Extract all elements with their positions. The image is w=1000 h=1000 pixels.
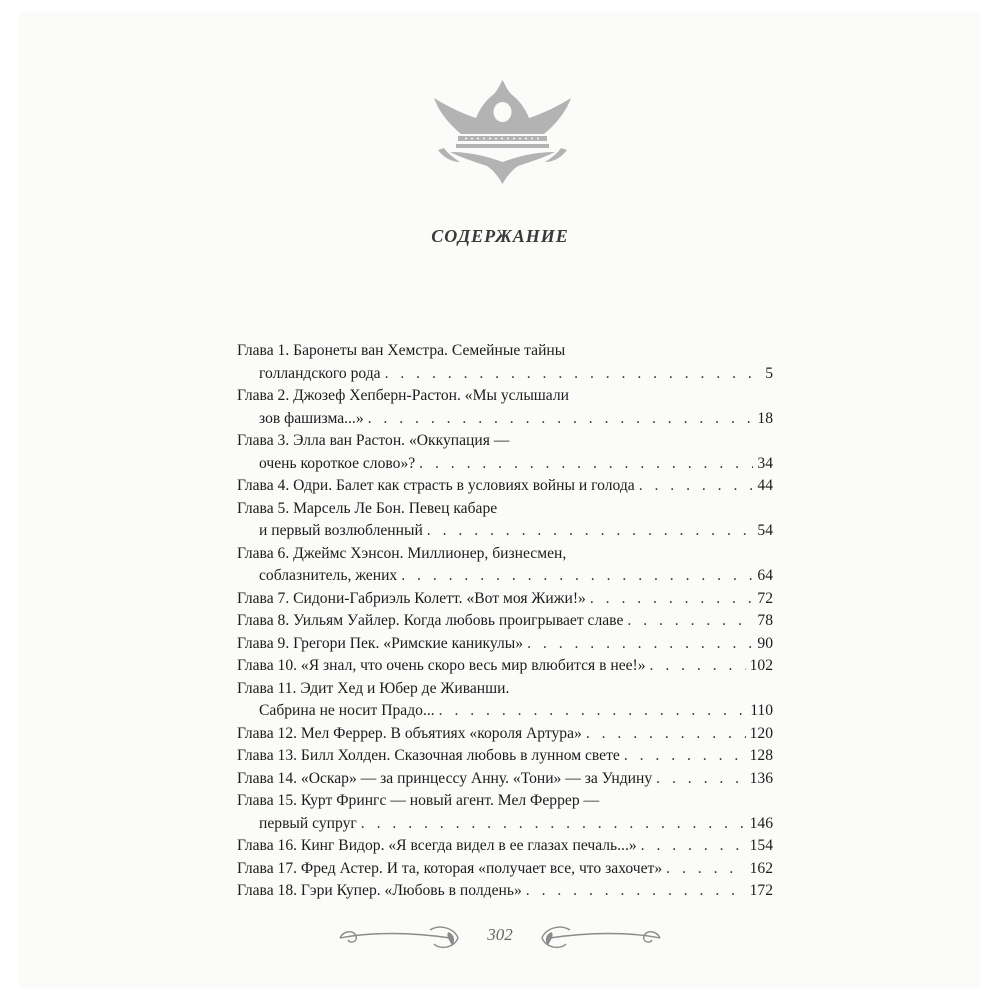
toc-page-number: 162 — [749, 859, 773, 877]
toc-line — [237, 610, 773, 633]
toc-entry-text: Глава 15. Курт Фрингс — новый агент. Мел Феррер — — [237, 792, 600, 809]
toc-dot-leader — [439, 700, 747, 723]
page-number: 302 — [487, 925, 513, 944]
toc-page-number: 18 — [757, 409, 773, 427]
toc-page-number: 120 — [749, 724, 773, 742]
toc-entry-text: Глава 6. Джеймс Хэнсон. Миллионер, бизнесмен, — [237, 544, 567, 562]
toc-page-number: 64 — [757, 567, 773, 584]
toc-entry-text: Глава 13. Билл Холден. Сказочная любовь в лунном свете — [237, 747, 620, 764]
toc-page-number: 154 — [749, 837, 773, 854]
toc-entry-text: Глава 2. Джозеф Хепберн-Растон. «Мы услышали — [237, 387, 569, 404]
toc-line — [237, 633, 773, 656]
toc-dot-leader — [385, 363, 762, 386]
toc-line — [237, 835, 773, 858]
toc-entry-text: Глава 10. «Я знал, что очень скоро весь мир влюбится в нее!» — [237, 657, 646, 674]
toc-page-number: 110 — [750, 702, 773, 719]
toc-entry-text: Глава 14. «Оскар» — за принцессу Анну. «Тони» — за Ундину — [237, 769, 653, 787]
toc-line — [237, 430, 773, 453]
toc-entry-text: Глава 17. Фред Астер. И та, которая «получает все, что захочет» — [237, 859, 663, 877]
toc-page-number: 34 — [757, 454, 773, 472]
toc-line — [237, 363, 773, 386]
toc-page-number: 136 — [749, 769, 773, 787]
toc-entry-text: очень короткое слово»? — [259, 454, 416, 472]
toc-entry-text: первый супруг — [259, 814, 357, 832]
toc-line — [237, 700, 773, 723]
toc-page-number: 102 — [749, 657, 773, 674]
toc-dot-leader — [624, 745, 746, 768]
toc-page-number: 78 — [757, 612, 773, 629]
toc-page-number: 54 — [757, 522, 773, 539]
toc-page-number: 72 — [757, 589, 773, 607]
toc-page-number: 5 — [765, 364, 773, 382]
toc-page-number: 90 — [757, 634, 773, 652]
toc-dot-leader — [590, 588, 754, 611]
toc-line — [237, 723, 773, 746]
toc-entry-text: Глава 5. Марсель Ле Бон. Певец кабаре — [237, 499, 498, 517]
table-of-contents — [237, 340, 773, 903]
toc-dot-leader — [419, 453, 753, 476]
toc-dot-leader — [627, 610, 753, 633]
toc-page-number: 128 — [749, 747, 773, 764]
toc-entry-text: и первый возлюбленный — [259, 522, 423, 539]
toc-dot-leader — [527, 633, 753, 656]
toc-entry-text: Глава 18. Гэри Купер. «Любовь в полдень» — [237, 882, 522, 899]
toc-line — [237, 520, 773, 543]
toc-entry-text: Глава 1. Баронеты ван Хемстра. Семейные тайны — [237, 342, 566, 359]
toc-line — [237, 768, 773, 791]
toc-dot-leader — [427, 520, 754, 543]
toc-entry-text: Глава 7. Сидони-Габриэль Колетт. «Вот моя Жижи!» — [237, 589, 586, 607]
toc-line — [237, 655, 773, 678]
toc-dot-leader — [656, 768, 745, 791]
toc-entry-text: зов фашизма...» — [259, 409, 364, 427]
toc-dot-leader — [586, 723, 746, 746]
toc-line — [237, 813, 773, 836]
toc-dot-leader — [526, 880, 746, 903]
toc-dot-leader — [368, 408, 754, 431]
toc-dot-leader — [639, 475, 754, 498]
toc-dot-leader — [401, 565, 753, 588]
toc-dot-leader — [650, 655, 746, 678]
toc-line — [237, 475, 773, 498]
toc-line — [237, 498, 773, 521]
toc-dot-leader — [641, 835, 746, 858]
toc-line — [237, 858, 773, 881]
toc-entry-text: Глава 12. Мел Феррер. В объятиях «короля Артура» — [237, 724, 582, 742]
toc-entry-text: Глава 3. Элла ван Растон. «Оккупация — — [237, 432, 510, 449]
toc-line — [237, 565, 773, 588]
toc-line — [237, 408, 773, 431]
toc-page-number: 172 — [749, 882, 773, 899]
toc-entry-text: Глава 11. Эдит Хед и Юбер де Живанши. — [237, 679, 510, 697]
toc-entry-text: Сабрина не носит Прадо... — [259, 702, 435, 719]
toc-line — [237, 880, 773, 903]
toc-page-number: 44 — [757, 477, 773, 494]
crown-icon — [430, 78, 575, 188]
toc-line — [237, 588, 773, 611]
toc-dot-leader — [361, 813, 746, 836]
toc-line — [237, 543, 773, 566]
toc-line — [237, 385, 773, 408]
toc-dot-leader — [666, 858, 745, 881]
toc-entry-text: Глава 16. Кинг Видор. «Я всегда видел в ее глазах печаль...» — [237, 837, 637, 854]
toc-entry-text: соблазнитель, жених — [259, 567, 398, 584]
toc-line — [237, 790, 773, 813]
toc-line — [237, 745, 773, 768]
page-title: СОДЕРЖАНИЕ — [431, 226, 569, 246]
toc-line — [237, 453, 773, 476]
toc-line — [237, 678, 773, 701]
toc-entry-text: Глава 8. Уильям Уайлер. Когда любовь проигрывает славе — [237, 612, 624, 629]
toc-entry-text: Глава 4. Одри. Балет как страсть в условиях войны и голода — [237, 477, 635, 494]
toc-line — [237, 340, 773, 363]
toc-entry-text: Глава 9. Грегори Пек. «Римские каникулы» — [237, 634, 524, 652]
toc-page-number: 146 — [749, 814, 773, 832]
toc-entry-text: голландского рода — [259, 364, 381, 382]
